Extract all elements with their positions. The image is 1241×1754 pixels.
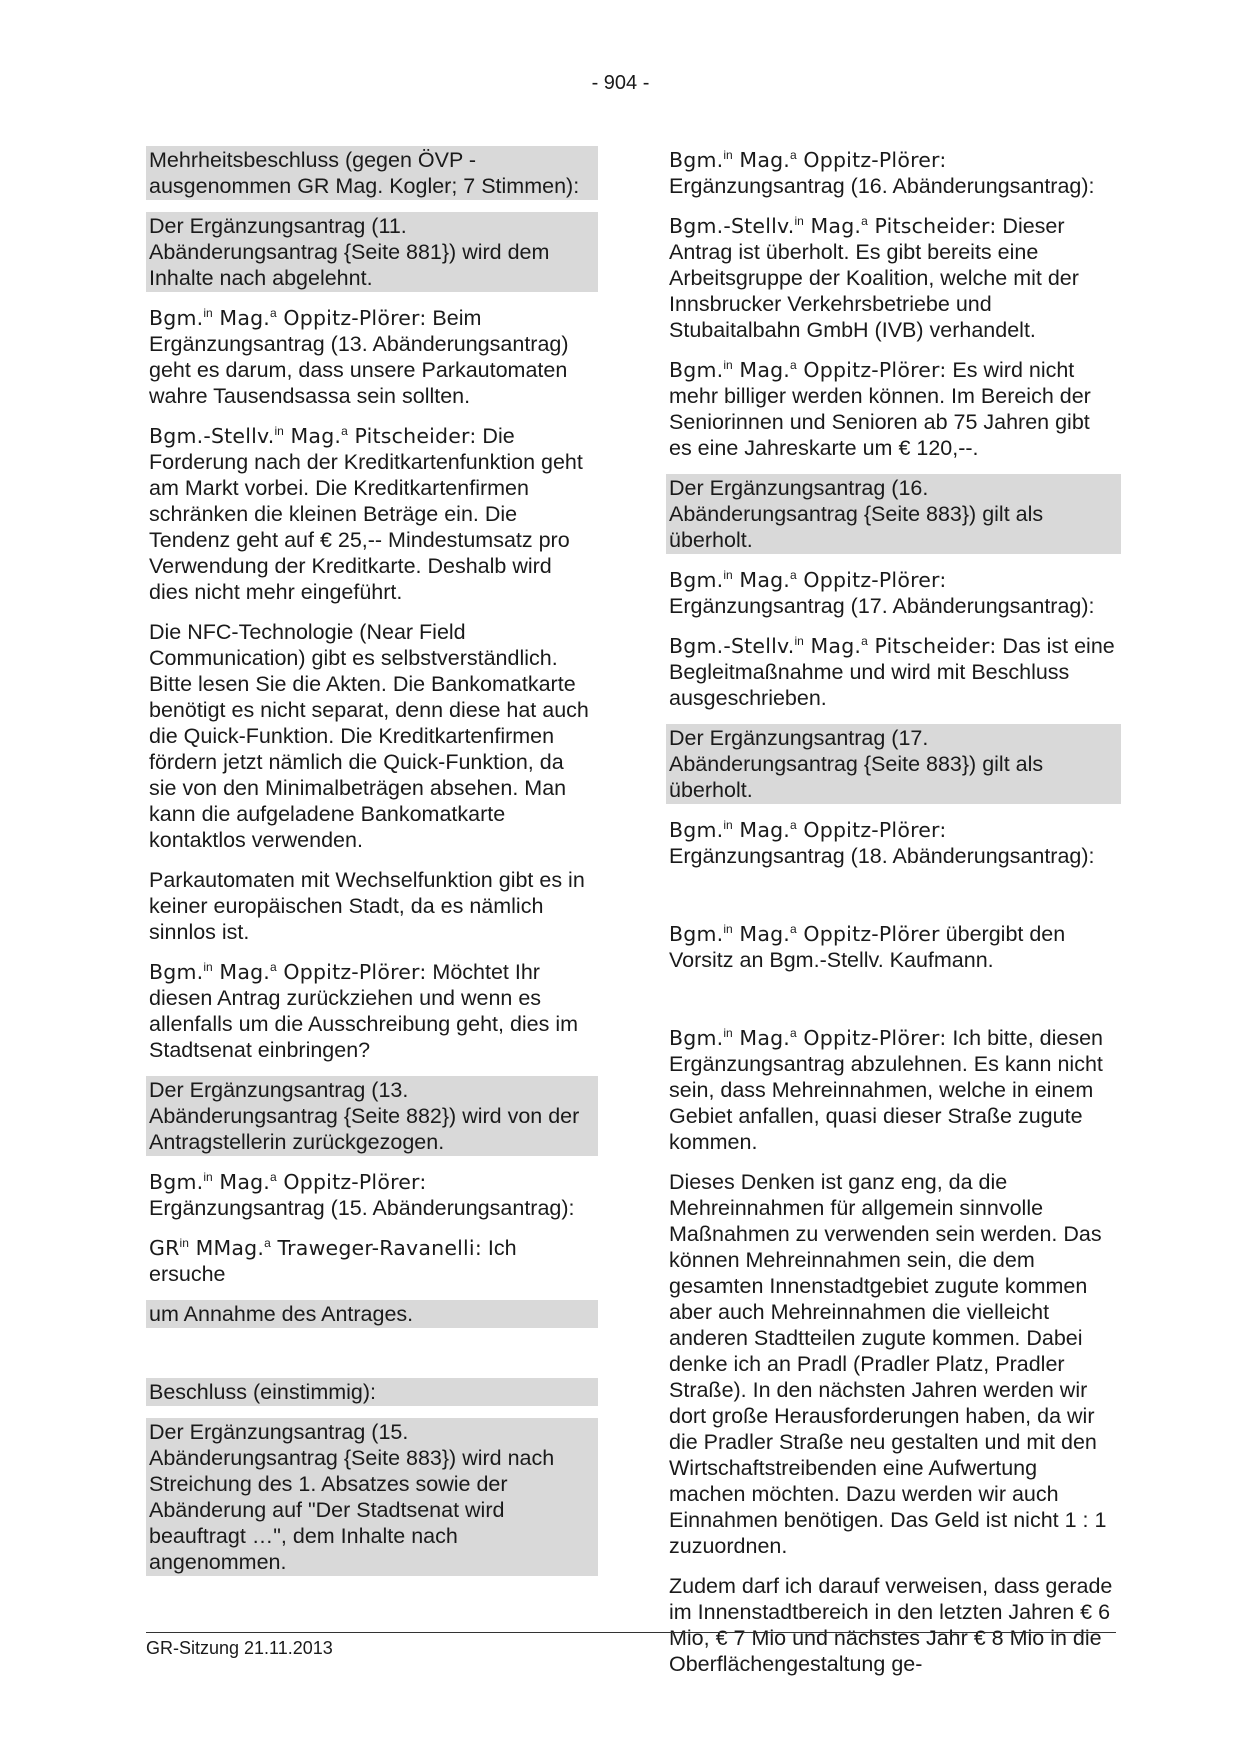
speaker-name: Pitscheider: xyxy=(867,214,997,238)
paragraph-gap xyxy=(146,1340,598,1378)
text-paragraph: Parkautomaten mit Wechselfunktion gibt es in keiner europäischen Stadt, da es nämlich sinnlos ist. xyxy=(149,868,585,944)
degree-suffix: a xyxy=(861,213,868,228)
speech-text: Beim Ergänzungsantrag (13. Abänderungsantrag) geht es darum, dass unsere Parkautomaten wahre Tausendsassa sein sollten. xyxy=(149,306,569,408)
degree-suffix: a xyxy=(341,423,348,438)
speaker-title: Bgm. xyxy=(149,960,204,984)
speaker-degree: Mag. xyxy=(732,148,791,172)
degree-suffix: a xyxy=(861,633,868,648)
speaker-degree: Mag. xyxy=(212,1170,271,1194)
speaker-name: Oppitz-Plörer: xyxy=(796,818,947,842)
left-column xyxy=(146,146,598,1588)
title-suffix: in xyxy=(723,147,733,162)
resolution-block: Beschluss (einstimmig): xyxy=(146,1378,598,1406)
speaker-paragraph xyxy=(666,632,1121,712)
text-paragraph: Dieses Denken ist ganz eng, da die Mehreinnahmen für allgemein sinnvolle Maßnahmen zu verwenden sein werden. Das können Mehreinnahmen sein, die dem gesamten Innenstadtgebiet zugute kommen aber auch Mehreinnahmen die vielleicht anderen Stadtteilen zugute kommen. Dabei denke ich an Pradl (Pradler Platz, Pradler Straße). In den nächsten Jahren werden wir dort große Herausforderungen haben, da wir die Pradler Straße neu gestalten und mit den Wirtschaftstreibenden eine Aufwertung machen möchten. Dazu werden wir auch Einnahmen benötigen. Das Geld ist nicht 1 : 1 zuzuordnen. xyxy=(669,1170,1107,1558)
speaker-degree: MMag. xyxy=(188,1236,265,1260)
speaker-paragraph xyxy=(146,1234,598,1288)
speaker-title: Bgm. xyxy=(669,568,724,592)
speaker-paragraph xyxy=(146,1168,598,1222)
speaker-name: Oppitz-Plörer: xyxy=(796,1026,947,1050)
speaker-degree: Mag. xyxy=(732,922,791,946)
page-number: - 904 - xyxy=(591,72,650,94)
title-suffix: in xyxy=(274,423,284,438)
speaker-name: Oppitz-Plörer: xyxy=(796,568,947,592)
speaker-paragraph xyxy=(666,356,1121,462)
resolution-block: Der Ergänzungsantrag (16. Abänderungsantrag {Seite 883}) gilt als überholt. xyxy=(666,474,1121,554)
title-suffix: in xyxy=(794,633,804,648)
speaker-name: Oppitz-Plörer xyxy=(796,922,940,946)
speech-text: Ergänzungsantrag (17. Abänderungsantrag): xyxy=(669,594,1095,618)
speaker-degree: Mag. xyxy=(283,424,342,448)
speaker-degree: Mag. xyxy=(732,818,791,842)
speaker-name: Oppitz-Plörer: xyxy=(796,148,947,172)
speaker-paragraph xyxy=(666,816,1121,870)
speaker-paragraph xyxy=(666,146,1121,200)
text-paragraph: Zudem darf ich darauf verweisen, dass gerade im Innenstadtbereich in den letzten Jahren € 6 Mio, € 7 Mio und nächstes Jahr € 8 Mio in die Oberflächengestaltung ge- xyxy=(669,1574,1113,1676)
speaker-name: Pitscheider: xyxy=(867,634,997,658)
speech-text: Es wird nicht mehr billiger werden können. Im Bereich der Seniorinnen und Senioren ab 75 Jahren gibt es eine Jahreskarte um € 120,--. xyxy=(669,358,1091,460)
speaker-paragraph xyxy=(666,212,1121,344)
speaker-degree: Mag. xyxy=(732,358,791,382)
degree-suffix: a xyxy=(790,1025,797,1040)
speech-text: Ich ersuche xyxy=(149,1236,517,1286)
footer-rule xyxy=(146,1632,1116,1633)
speaker-degree: Mag. xyxy=(732,568,791,592)
resolution-block: Der Ergänzungsantrag (11. Abänderungsantrag {Seite 881}) wird dem Inhalte nach abgelehnt. xyxy=(146,212,598,292)
title-suffix: in xyxy=(179,1235,189,1250)
degree-suffix: a xyxy=(264,1235,271,1250)
speech-text: Das ist eine Begleitmaßnahme und wird mit Beschluss ausgeschrieben. xyxy=(669,634,1115,710)
footer-text: GR-Sitzung 21.11.2013 xyxy=(146,1638,333,1658)
speaker-name: Oppitz-Plörer: xyxy=(796,358,947,382)
speaker-paragraph xyxy=(146,304,598,410)
speaker-paragraph xyxy=(146,422,598,606)
speech-text: Dieser Antrag ist überholt. Es gibt bereits eine Arbeitsgruppe der Koalition, welche mit der Innsbrucker Verkehrsbetriebe und Stubaitalbahn GmbH (IVB) verhandelt. xyxy=(669,214,1079,342)
resolution-block: Der Ergänzungsantrag (17. Abänderungsantrag {Seite 883}) gilt als überholt. xyxy=(666,724,1121,804)
title-suffix: in xyxy=(203,305,213,320)
speaker-title: Bgm. xyxy=(669,922,724,946)
speaker-title: Bgm.-Stellv. xyxy=(669,634,795,658)
speaker-degree: Mag. xyxy=(212,306,271,330)
title-suffix: in xyxy=(203,1169,213,1184)
speaker-name: Oppitz-Plörer: xyxy=(276,1170,427,1194)
speaker-name: Oppitz-Plörer: xyxy=(276,306,427,330)
speaker-title: Bgm. xyxy=(669,358,724,382)
speaker-paragraph xyxy=(666,920,1121,974)
resolution-block: um Annahme des Antrages. xyxy=(146,1300,598,1328)
degree-suffix: a xyxy=(790,921,797,936)
speech-text: Möchtet Ihr diesen Antrag zurückziehen und wenn es allenfalls um die Ausschreibung geht, dies im Stadtsenat einbringen? xyxy=(149,960,579,1062)
right-column xyxy=(666,146,1121,1690)
speaker-title: Bgm. xyxy=(149,1170,204,1194)
degree-suffix: a xyxy=(270,959,277,974)
title-suffix: in xyxy=(723,1025,733,1040)
degree-suffix: a xyxy=(790,357,797,372)
degree-suffix: a xyxy=(790,567,797,582)
resolution-block: Der Ergänzungsantrag (13. Abänderungsantrag {Seite 882}) wird von der Antragstellerin zurückgezogen. xyxy=(146,1076,598,1156)
speech-text: Ergänzungsantrag (16. Abänderungsantrag): xyxy=(669,174,1095,198)
speaker-paragraph xyxy=(146,958,598,1064)
speaker-paragraph xyxy=(666,566,1121,620)
degree-suffix: a xyxy=(270,305,277,320)
speaker-title: Bgm. xyxy=(669,818,724,842)
speaker-name: Traweger-Ravanelli: xyxy=(270,1236,482,1260)
speaker-paragraph xyxy=(666,1024,1121,1156)
paragraph-gap xyxy=(666,986,1121,1024)
title-suffix: in xyxy=(723,567,733,582)
title-suffix: in xyxy=(723,921,733,936)
speaker-title: Bgm. xyxy=(669,148,724,172)
speaker-title: Bgm.-Stellv. xyxy=(149,424,275,448)
speaker-degree: Mag. xyxy=(732,1026,791,1050)
speaker-title: GR xyxy=(149,1236,180,1260)
speech-text: übergibt den Vorsitz an Bgm.-Stellv. Kaufmann. xyxy=(669,922,1066,972)
title-suffix: in xyxy=(794,213,804,228)
title-suffix: in xyxy=(723,817,733,832)
degree-suffix: a xyxy=(270,1169,277,1184)
speaker-degree: Mag. xyxy=(803,634,862,658)
speaker-title: Bgm. xyxy=(149,306,204,330)
speaker-degree: Mag. xyxy=(803,214,862,238)
title-suffix: in xyxy=(723,357,733,372)
speech-text: Die Forderung nach der Kreditkartenfunktion geht am Markt vorbei. Die Kreditkartenfirmen schränken die kleinen Beträge ein. Die Tendenz geht auf € 25,-- Mindestumsatz pro Verwendung der Kreditkarte. Deshalb wird dies nicht mehr eingeführt. xyxy=(149,424,583,604)
resolution-block: Der Ergänzungsantrag (15. Abänderungsantrag {Seite 883}) wird nach Streichung des 1. Absatzes sowie der Abänderung auf "Der Stadtsenat wird beauftragt …", dem Inhalte nach angenommen. xyxy=(146,1418,598,1576)
speech-text: Ergänzungsantrag (15. Abänderungsantrag): xyxy=(149,1196,575,1220)
degree-suffix: a xyxy=(790,147,797,162)
speech-text: Ergänzungsantrag (18. Abänderungsantrag): xyxy=(669,844,1095,868)
speech-text: Ich bitte, diesen Ergänzungsantrag abzulehnen. Es kann nicht sein, dass Mehreinnahmen, welche in einem Gebiet anfallen, quasi dieser Straße zugute kommen. xyxy=(669,1026,1104,1154)
speaker-name: Pitscheider: xyxy=(347,424,477,448)
paragraph-gap xyxy=(666,882,1121,920)
title-suffix: in xyxy=(203,959,213,974)
resolution-block: Mehrheitsbeschluss (gegen ÖVP - ausgenommen GR Mag. Kogler; 7 Stimmen): xyxy=(146,146,598,200)
speaker-title: Bgm.-Stellv. xyxy=(669,214,795,238)
degree-suffix: a xyxy=(790,817,797,832)
text-paragraph: Die NFC-Technologie (Near Field Communication) gibt es selbstverständlich. Bitte lesen Sie die Akten. Die Bankomatkarte benötigt es nicht separat, denn diese hat auch die Quick-Funktion. Die Kreditkartenfirmen fördern jetzt nämlich die Quick-Funktion, da sie von den Minimalbeträgen absehen. Man kann die aufgeladene Bankomatkarte kontaktlos verwenden. xyxy=(149,620,589,852)
speaker-name: Oppitz-Plörer: xyxy=(276,960,427,984)
speaker-title: Bgm. xyxy=(669,1026,724,1050)
speaker-degree: Mag. xyxy=(212,960,271,984)
